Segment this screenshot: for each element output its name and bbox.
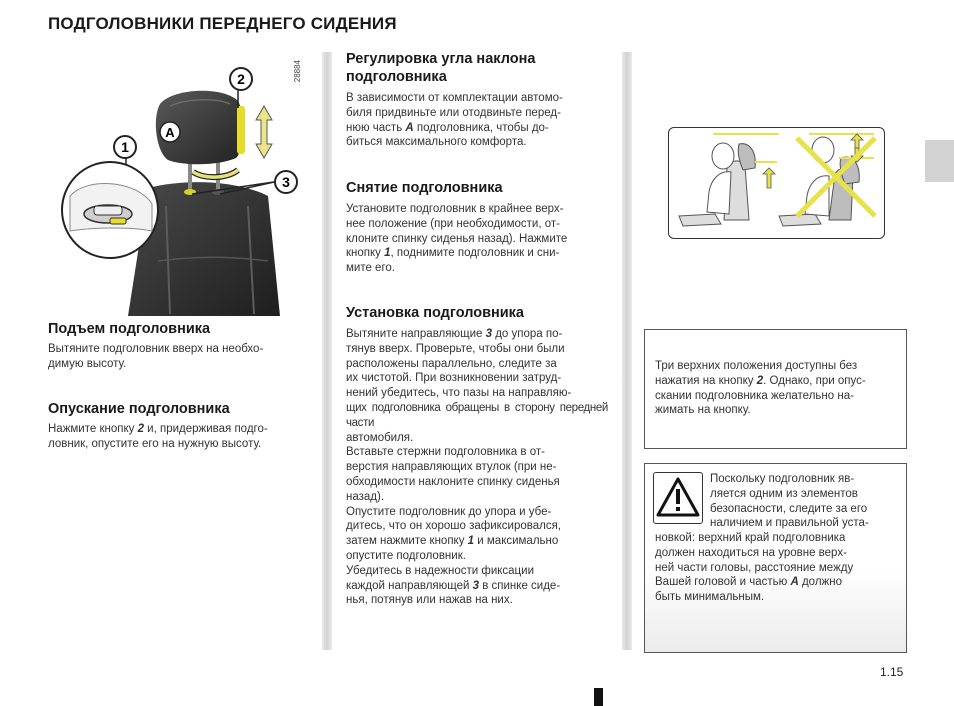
- install-line-16: Убедитесь в надежности фиксации: [346, 564, 534, 577]
- remove-line-5: мите его.: [346, 262, 395, 275]
- install-line-15: опустите подголовник.: [346, 549, 466, 562]
- install-line-4: их чистотой. При возникновении затруд-: [346, 372, 562, 385]
- heading-remove: Снятие подголовника: [346, 180, 503, 196]
- warning-line-3: безопасности, следите за его: [710, 502, 868, 515]
- install-line-17: каждой направляющей 3 в спинке сиде-: [346, 579, 561, 592]
- chapter-tab: [925, 140, 954, 182]
- remove-line-3: клоните спинку сиденья назад). Нажмите: [346, 232, 568, 245]
- position-illustration: [668, 127, 885, 239]
- page-title: ПОДГОЛОВНИКИ ПЕРЕДНЕГО СИДЕНИЯ: [48, 14, 397, 33]
- tilt-line-3: нюю часть A подголовника, чтобы до-: [346, 121, 549, 134]
- tilt-line-4: биться максимального комфорта.: [346, 136, 527, 149]
- callout-a: A: [165, 125, 175, 140]
- headrest-figure: [48, 56, 318, 318]
- install-line-11: назад).: [346, 490, 385, 503]
- install-line-9: верстия направляющих втулок (при не-: [346, 461, 557, 474]
- warning-line-2: ляется одним из элементов: [710, 487, 858, 500]
- heading-tilt-1: Регулировка угла наклона: [346, 51, 536, 67]
- tilt-line-2: биля придвиньте или отодвиньте перед-: [346, 106, 561, 119]
- column-divider-left: [322, 52, 332, 650]
- headrest-illustration: [48, 56, 318, 318]
- section-raise: [48, 320, 310, 372]
- warning-text-top: [710, 472, 897, 531]
- callout-2: 2: [237, 71, 245, 87]
- warning-text-bottom: [655, 531, 897, 605]
- install-line-7: автомобиля.: [346, 431, 414, 444]
- section-tilt: [346, 50, 608, 150]
- page-number: 1.15: [880, 665, 904, 679]
- heading-install: Установка подголовника: [346, 305, 524, 321]
- install-line-5: нений убедитесь, что пазы на направляю-: [346, 387, 572, 400]
- section-remove: [346, 179, 608, 276]
- figure-code: 28884: [293, 60, 302, 83]
- raise-line-2: димую высоту.: [48, 357, 127, 370]
- install-line-18: нья, потянув или нажав на них.: [346, 594, 513, 607]
- remove-line-1: Установите подголовник в крайнее верх-: [346, 203, 564, 215]
- install-line-13: дитесь, что он хорошо зафиксировался,: [346, 520, 562, 533]
- callout-1: 1: [121, 139, 129, 155]
- note-line-2: нажатия на кнопку 2. Однако, при опус-: [655, 374, 866, 387]
- warning-line-8: Вашей головой и частью A должно: [655, 576, 842, 589]
- note-line-1: Три верхних положения доступны без: [655, 360, 858, 372]
- section-lower: [48, 400, 310, 452]
- warning-line-5: новкой: верхний край подголовника: [655, 532, 846, 544]
- warning-line-1: Поскольку подголовник яв-: [710, 473, 855, 485]
- heading-tilt-2: подголовника: [346, 69, 447, 85]
- heading-lower: Опускание подголовника: [48, 401, 230, 417]
- install-line-3: расположены параллельно, следите за: [346, 357, 557, 370]
- note-line-4: жимать на кнопку.: [655, 404, 751, 417]
- warning-icon: [653, 472, 703, 524]
- install-line-2: тянув вверх. Проверьте, чтобы они были: [346, 342, 565, 355]
- callout-3: 3: [282, 174, 290, 190]
- heading-raise: Подъем подголовника: [48, 321, 211, 337]
- lower-line-2: ловник, опустите его на нужную высоту.: [48, 437, 262, 450]
- lower-line-1: Нажмите кнопку 2 и, придерживая подго-: [48, 423, 268, 435]
- warning-line-4: наличием и правильной уста-: [710, 517, 869, 530]
- headrest-position-diagram: [669, 128, 884, 238]
- note-line-3: скании подголовника желательно на-: [655, 389, 854, 402]
- install-line-14: затем нажмите кнопку 1 и максимально: [346, 535, 559, 548]
- warning-line-7: ней части головы, расстояние между: [655, 561, 854, 574]
- install-line-1: Вытяните направляющие 3 до упора по-: [346, 328, 563, 340]
- tilt-line-1: В зависимости от комплектации автомо-: [346, 92, 563, 104]
- warning-line-6: должен находиться на уровне верх-: [655, 546, 847, 559]
- note-box: [644, 329, 907, 449]
- install-line-8: Вставьте стержни подголовника в от-: [346, 446, 545, 459]
- warning-box: [644, 463, 907, 653]
- remove-line-4: кнопку 1, поднимите подголовник и сни-: [346, 247, 560, 260]
- warning-line-9: быть минимальным.: [655, 591, 765, 604]
- crop-mark: [594, 688, 603, 706]
- note-text: [655, 359, 896, 418]
- raise-line-1: Вытяните подголовник вверх на необхо-: [48, 343, 264, 355]
- section-install: [346, 304, 608, 608]
- install-line-12: Опустите подголовник до упора и убе-: [346, 505, 552, 518]
- install-line-10: обходимости наклоните спинку сиденья: [346, 475, 560, 488]
- install-line-6: щих подголовника обращены в сторону передней части: [346, 401, 608, 429]
- column-divider-right: [622, 52, 632, 650]
- remove-line-2: нее положение (при необходимости, от-: [346, 217, 560, 230]
